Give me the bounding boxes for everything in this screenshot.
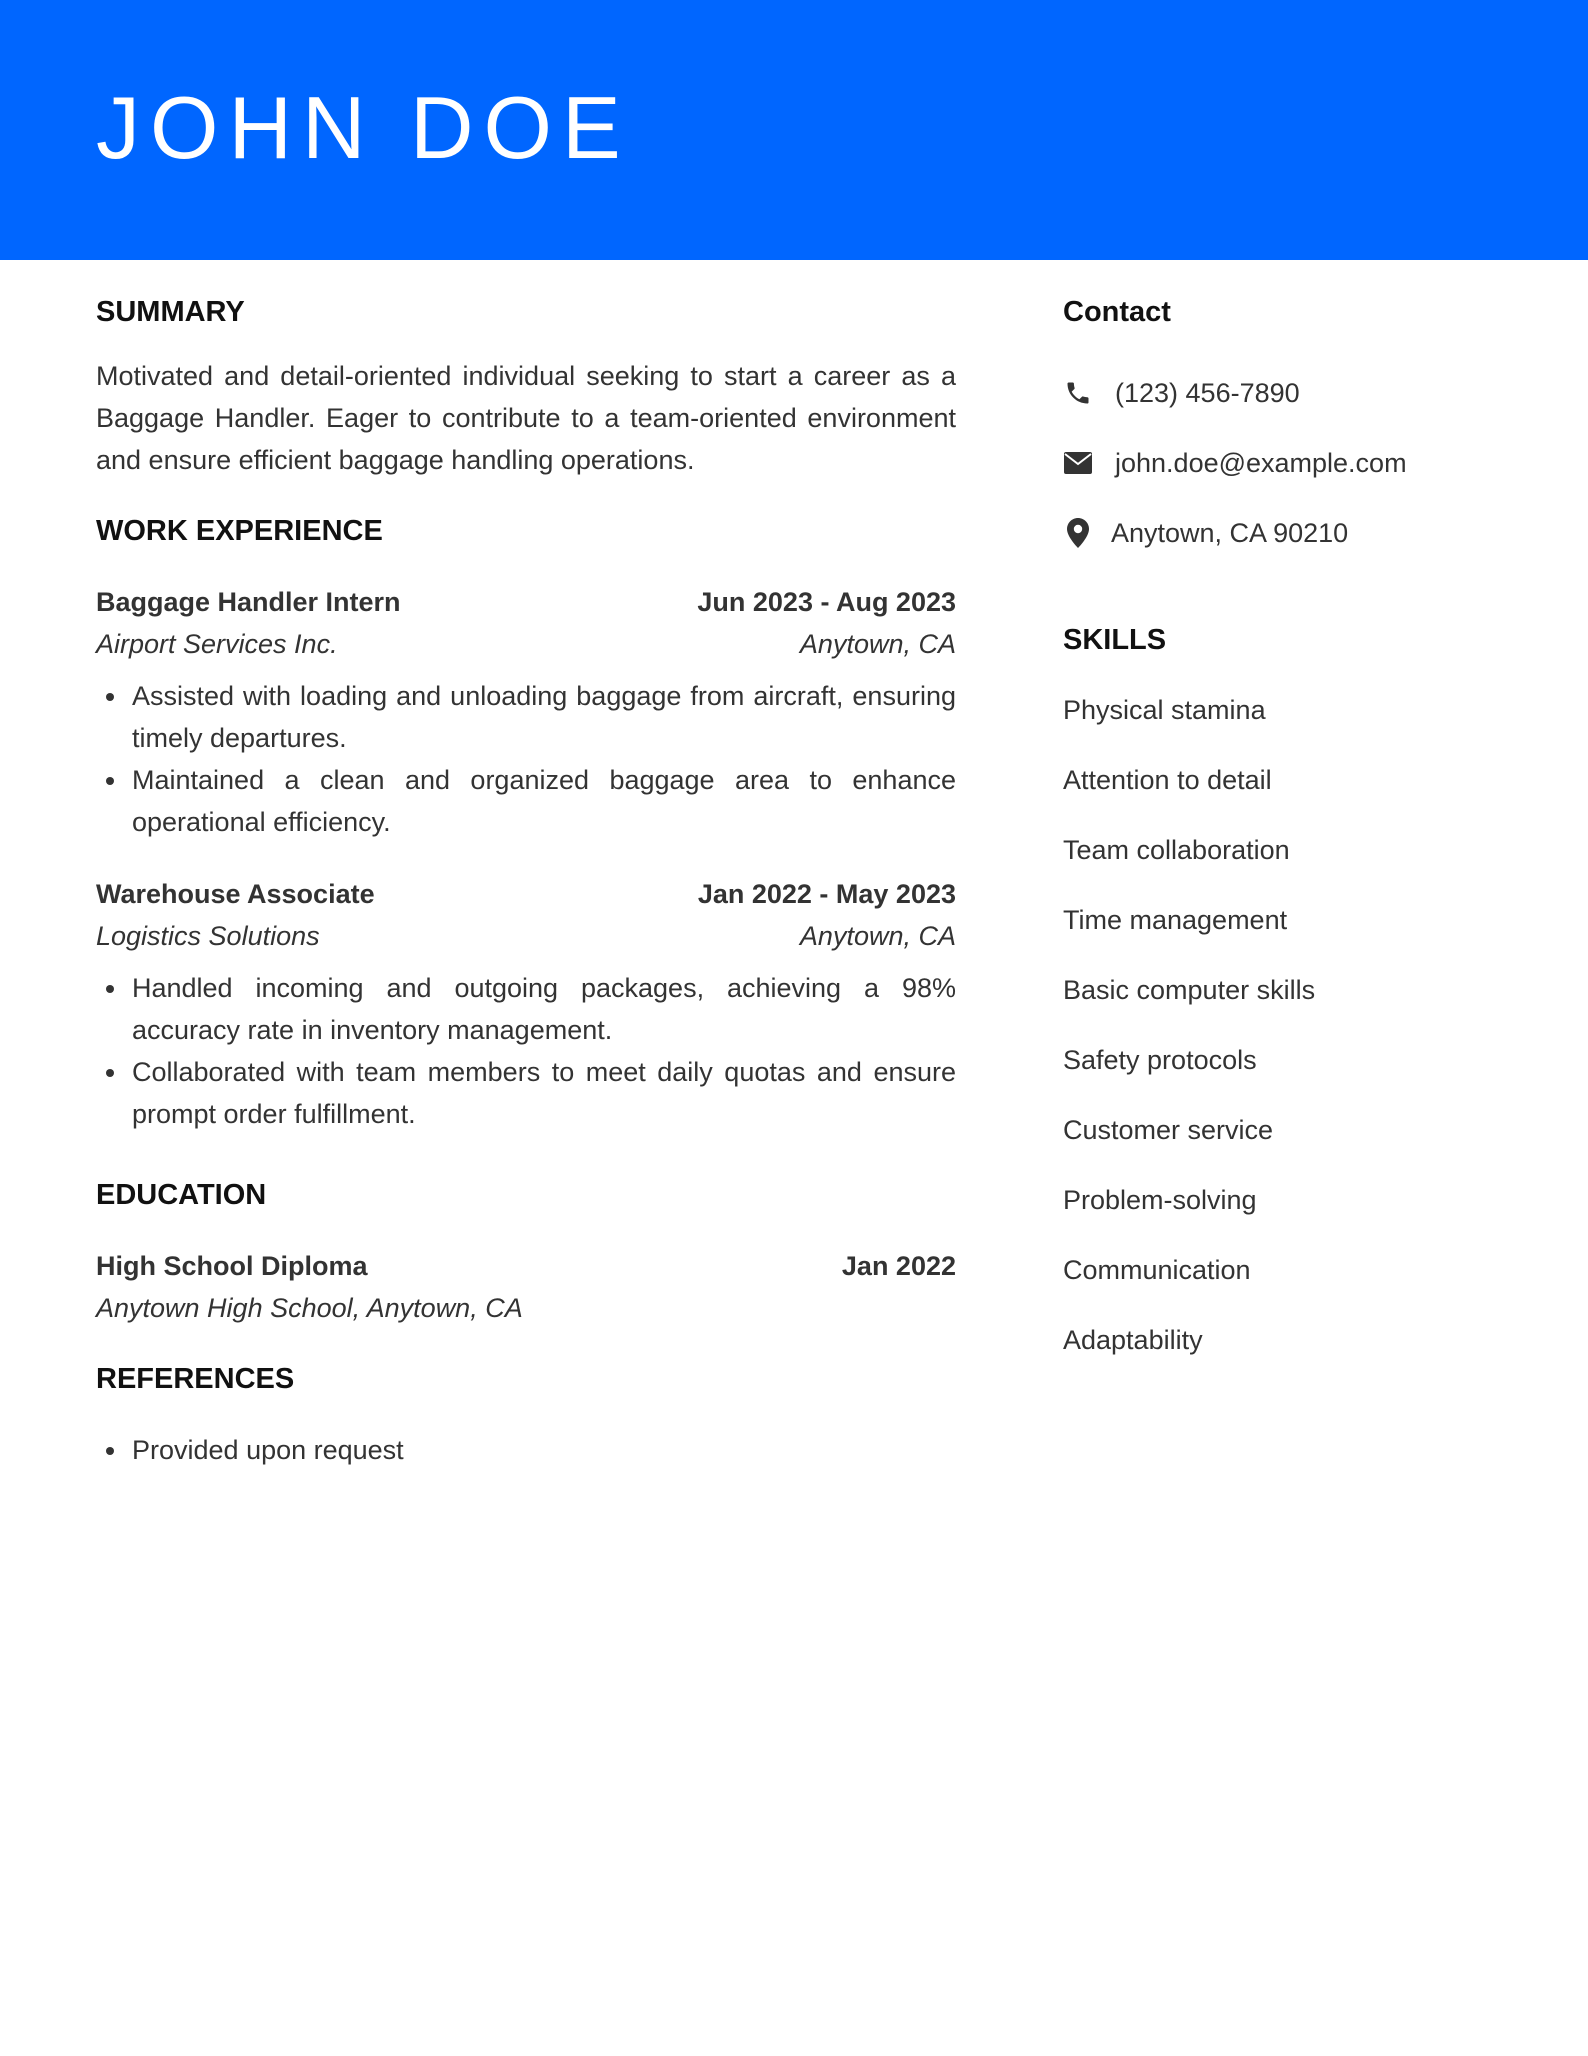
job-title: Baggage Handler Intern bbox=[96, 587, 401, 617]
list-item: Provided upon request bbox=[96, 1429, 956, 1471]
contact-title: Contact bbox=[1063, 296, 1171, 328]
sidebar bbox=[1063, 292, 1503, 1390]
bullet-icon bbox=[106, 985, 114, 993]
skill-item: Basic computer skills bbox=[1063, 975, 1316, 1005]
bullet-icon bbox=[106, 693, 114, 701]
job-dates: Jun 2023 - Aug 2023 bbox=[697, 587, 956, 617]
bullet-icon bbox=[106, 777, 114, 785]
skill-item: Adaptability bbox=[1063, 1325, 1203, 1355]
job-entry bbox=[96, 581, 956, 843]
job-location: Anytown, CA bbox=[799, 629, 956, 659]
job-location: Anytown, CA bbox=[799, 921, 956, 951]
education-school: Anytown High School, Anytown, CA bbox=[96, 1293, 523, 1323]
candidate-name: JOHN DOE bbox=[96, 78, 631, 177]
skill-item: Attention to detail bbox=[1063, 765, 1272, 795]
references-list bbox=[96, 1429, 956, 1471]
skills-title: SKILLS bbox=[1063, 624, 1167, 656]
education-degree: High School Diploma bbox=[96, 1251, 368, 1281]
skill-item: Customer service bbox=[1063, 1115, 1274, 1145]
bullet-icon bbox=[106, 1069, 114, 1077]
envelope-icon bbox=[1063, 448, 1093, 478]
skill-item: Communication bbox=[1063, 1255, 1251, 1285]
job-bullets bbox=[96, 675, 956, 843]
list-item: Collaborated with team members to meet daily quotas and ensure prompt order fulfillment. bbox=[96, 1051, 956, 1135]
skills-section bbox=[1063, 620, 1503, 1390]
list-item: Assisted with loading and unloading baggage from aircraft, ensuring timely departures. bbox=[96, 675, 956, 759]
contact-list bbox=[1063, 358, 1503, 568]
work-section bbox=[96, 511, 956, 1135]
list-item: Handled incoming and outgoing packages, achieving a 98% accuracy rate in inventory management. bbox=[96, 967, 956, 1051]
contact-phone bbox=[1063, 358, 1503, 428]
contact-phone-text[interactable]: (123) 456-7890 bbox=[1115, 377, 1300, 408]
skill-item: Safety protocols bbox=[1063, 1045, 1257, 1075]
contact-email-text[interactable]: john.doe@example.com bbox=[1115, 447, 1407, 478]
education-section bbox=[96, 1175, 956, 1329]
list-item: Maintained a clean and organized baggage area to enhance operational efficiency. bbox=[96, 759, 956, 843]
skill-item: Physical stamina bbox=[1063, 695, 1266, 725]
job-dates: Jan 2022 - May 2023 bbox=[697, 879, 956, 909]
map-marker-icon bbox=[1063, 518, 1093, 548]
header-banner bbox=[0, 0, 1588, 260]
summary-section bbox=[96, 292, 956, 481]
main-column bbox=[96, 292, 956, 1471]
skills-list bbox=[1063, 690, 1503, 1390]
summary-text: Motivated and detail-oriented individual seeking to start a career as a Baggage Handler. Eager to contribute to a team-oriented environment and ensure efficient baggage handling operations. bbox=[96, 361, 956, 475]
education-title: EDUCATION bbox=[96, 1179, 267, 1211]
skill-item: Team collaboration bbox=[1063, 835, 1290, 865]
references-title: REFERENCES bbox=[96, 1363, 295, 1395]
bullet-icon bbox=[106, 1447, 114, 1455]
skill-item: Problem-solving bbox=[1063, 1185, 1257, 1215]
phone-icon bbox=[1063, 378, 1093, 408]
contact-address bbox=[1063, 498, 1503, 568]
contact-address-text: Anytown, CA 90210 bbox=[1111, 517, 1349, 548]
job-entry bbox=[96, 873, 956, 1135]
job-title: Warehouse Associate bbox=[96, 879, 375, 909]
contact-email bbox=[1063, 428, 1503, 498]
work-title: WORK EXPERIENCE bbox=[96, 515, 383, 547]
job-company: Logistics Solutions bbox=[96, 921, 320, 951]
summary-title: SUMMARY bbox=[96, 296, 245, 328]
job-company: Airport Services Inc. bbox=[96, 629, 338, 659]
references-section bbox=[96, 1359, 956, 1471]
education-date: Jan 2022 bbox=[841, 1251, 956, 1281]
skill-item: Time management bbox=[1063, 905, 1288, 935]
job-bullets bbox=[96, 967, 956, 1135]
